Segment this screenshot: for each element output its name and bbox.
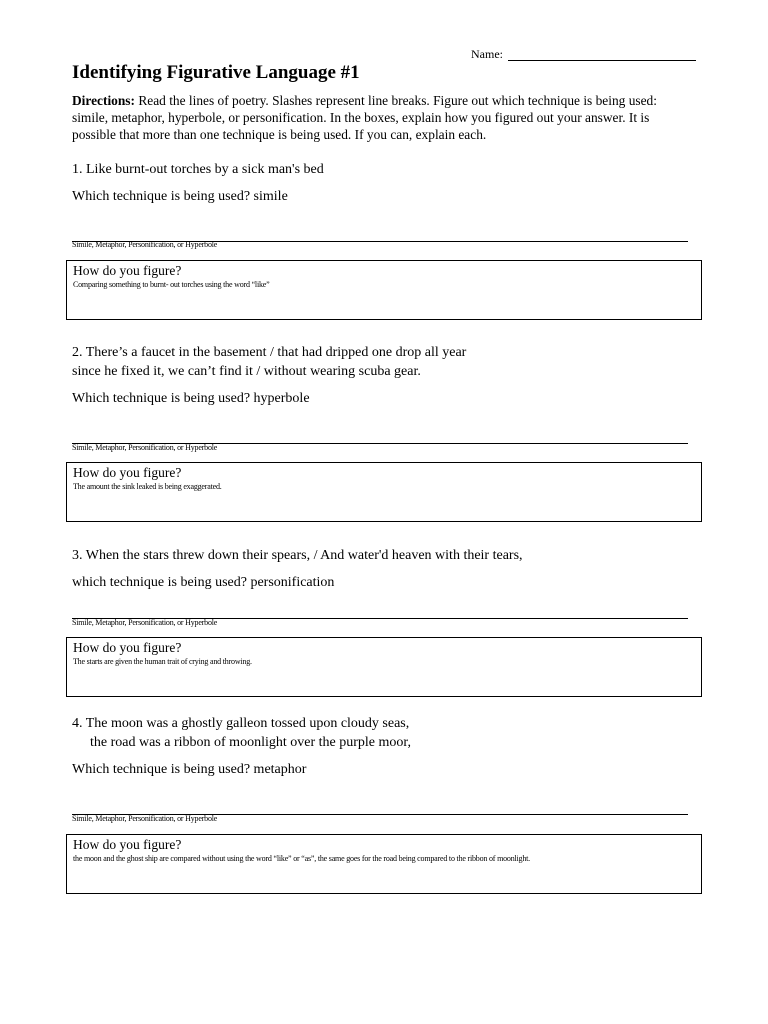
technique-answer: Which technique is being used? hyperbole [72, 391, 310, 406]
name-field[interactable] [471, 47, 503, 62]
question-prompt-line-2: since he fixed it, we can’t find it / without wearing scuba gear. [72, 364, 421, 379]
answer-caption: Simile, Metaphor, Personification, or Hyperbole [72, 814, 218, 823]
answer-caption: Simile, Metaphor, Personification, or Hyperbole [72, 618, 218, 627]
box-response: The amount the sink leaked is being exaggerated. [73, 482, 222, 491]
box-heading: How do you figure? [73, 837, 182, 852]
explanation-box[interactable] [66, 637, 702, 697]
name-label: Name: [471, 47, 503, 61]
explanation-box[interactable] [66, 462, 702, 522]
answer-caption: Simile, Metaphor, Personification, or Hyperbole [72, 240, 218, 249]
answer-caption: Simile, Metaphor, Personification, or Hyperbole [72, 443, 218, 452]
directions [72, 92, 692, 143]
technique-answer: which technique is being used? personification [72, 575, 335, 590]
box-response: the moon and the ghost ship are compared without using the word “like” or “as”, the same goes for the road being compared to the ribbon of moonlight. [73, 854, 530, 863]
question-prompt: 2. There’s a faucet in the basement / that had dripped one drop all year [72, 345, 467, 360]
directions-text: Read the lines of poetry. Slashes represent line breaks. Figure out which technique is being used: simile, metaphor, hyperbole, or personification. In the boxes, explain how you figured out your answer. It is possible that more than one technique is being used. If you can, explain each. [72, 93, 657, 142]
explanation-box[interactable] [66, 260, 702, 320]
box-heading: How do you figure? [73, 640, 182, 655]
question-prompt: 1. Like burnt-out torches by a sick man's bed [72, 162, 324, 177]
technique-answer: Which technique is being used? metaphor [72, 762, 307, 777]
box-heading: How do you figure? [73, 465, 182, 480]
question-prompt: 4. The moon was a ghostly galleon tossed upon cloudy seas, [72, 716, 410, 731]
box-response: The starts are given the human trait of crying and throwing. [73, 657, 252, 666]
name-line[interactable] [508, 60, 696, 61]
page-title: Identifying Figurative Language #1 [72, 62, 360, 83]
question-prompt: 3. When the stars threw down their spears, / And water'd heaven with their tears, [72, 548, 523, 563]
box-heading: How do you figure? [73, 263, 182, 278]
box-response: Comparing something to burnt- out torches using the word “like” [73, 280, 270, 289]
directions-label: Directions: [72, 93, 135, 108]
question-prompt-line-2: the road was a ribbon of moonlight over the purple moor, [90, 735, 411, 750]
explanation-box[interactable] [66, 834, 702, 894]
technique-answer: Which technique is being used? simile [72, 189, 288, 204]
